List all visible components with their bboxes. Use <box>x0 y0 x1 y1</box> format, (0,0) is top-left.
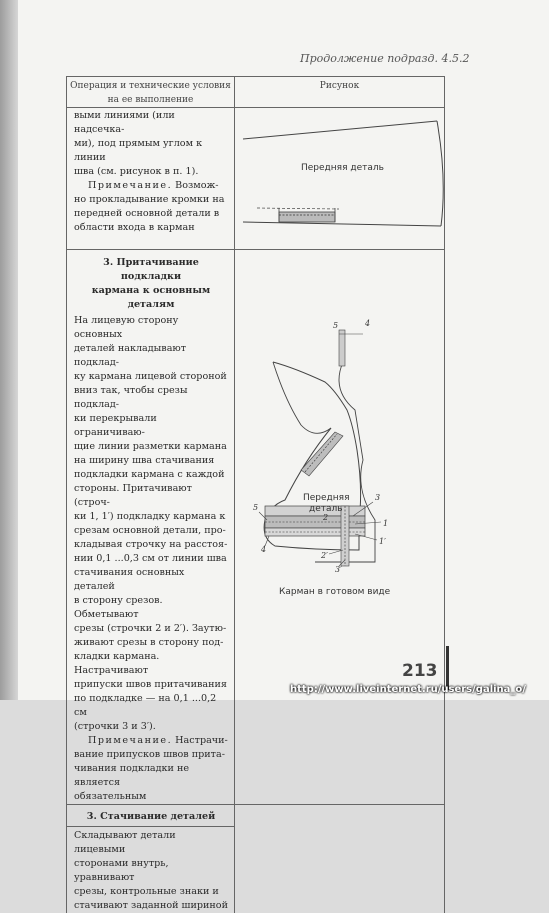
text-line: деталей накладывают подклад- <box>74 342 228 370</box>
text-line: срезы (строчки 2 и 2′). Заутю- <box>74 622 228 636</box>
text-line: вание припусков швов прита- <box>74 748 228 762</box>
figure-label: Передняя <box>303 493 350 503</box>
text-line: На лицевую сторону основных <box>74 314 228 342</box>
text-line: передней основной детали в <box>74 207 228 221</box>
text-line: но прокладывание кромки на <box>74 193 228 207</box>
text-line: стачивания основных деталей <box>74 566 228 594</box>
text-line: ки 1, 1′) подкладку кармана к <box>74 510 228 524</box>
text-line: нии 0,1 ...0,3 см от линии шва <box>74 552 228 566</box>
binding-shadow <box>0 0 18 700</box>
note-line <box>74 734 228 748</box>
continuation-heading: Продолжение подразд. 4.5.2 <box>300 52 469 65</box>
column-header-figure: Рисунок <box>235 77 445 108</box>
label-1-prime: 1′ <box>379 537 386 546</box>
text-line: обязательным <box>74 790 228 804</box>
text-line: по подкладке — на 0,1 ...0,2 см <box>74 692 228 720</box>
text-line: живают срезы в сторону под- <box>74 636 228 650</box>
label-2-prime: 2′ <box>320 551 328 560</box>
text-line: области входа в карман <box>74 221 228 235</box>
label-3-prime: 3′ <box>335 565 342 574</box>
text-line: сторонами внутрь, уравнивают <box>74 857 228 885</box>
figure-label: деталь <box>309 504 343 514</box>
text-line: ки перекрывали ограничиваю- <box>74 412 228 440</box>
section4-title: 3. Стачивание деталей <box>74 810 228 824</box>
text-line: чивания подкладки не является <box>74 762 228 790</box>
text-line: выми линиями (или надсечка- <box>74 109 228 137</box>
label-5: 5 <box>333 321 338 330</box>
text-line: на ширину шва стачивания <box>74 454 228 468</box>
text-line: в сторону срезов. Обметывают <box>74 594 228 622</box>
text-line: срезы, контрольные знаки и <box>74 885 228 899</box>
section3-title: кармана к основным деталям <box>74 284 228 312</box>
text-line: (строчки 3 и 3′). <box>74 720 228 734</box>
note-text: Возмож- <box>172 180 218 191</box>
column-header-operation: Операция и технические условия на ее выполнение <box>67 77 235 108</box>
note-label: Примечание. <box>88 735 172 746</box>
section3-title: 3. Притачивание подкладки <box>74 256 228 284</box>
label-5-bottom: 5 <box>253 503 258 512</box>
text-line: щие линии разметки кармана <box>74 440 228 454</box>
text-line: кладывая строчку на расстоя- <box>74 538 228 552</box>
text-line: шва (см. рисунок в п. 1). <box>74 165 228 179</box>
section4-text <box>67 805 235 913</box>
text-line: вниз так, чтобы срезы подклад- <box>74 384 228 412</box>
note-label: Примечание. <box>88 180 172 191</box>
note-line <box>74 179 228 193</box>
section4-figure-cell <box>235 805 445 913</box>
row1-text <box>67 108 235 250</box>
front-detail-figure <box>235 108 444 244</box>
section3-figure-cell <box>235 250 445 805</box>
text-line: ку кармана лицевой стороной <box>74 370 228 384</box>
row1-figure-cell <box>235 108 445 250</box>
label-4-bottom: 4 <box>260 545 266 554</box>
note-text: Настрачи- <box>172 735 228 746</box>
label-2: 2 <box>322 513 328 522</box>
label-3: 3 <box>375 493 380 502</box>
pocket-figure <box>235 250 444 620</box>
text-line: подкладки кармана с каждой <box>74 468 228 482</box>
instruction-table <box>66 76 445 913</box>
text-line: Складывают детали лицевыми <box>74 829 228 857</box>
text-line: стачивают заданной шириной <box>74 899 228 913</box>
text-line: стороны. Притачивают (строч- <box>74 482 228 510</box>
watermark-url: http://www.liveinternet.ru/users/galina_o/ <box>290 684 526 695</box>
text-line: срезам основной детали, про- <box>74 524 228 538</box>
label-4: 4 <box>364 319 370 328</box>
text-line: припуски швов притачивания <box>74 678 228 692</box>
text-line: кладки кармана. Настрачивают <box>74 650 228 678</box>
text-line: ми), под прямым углом к линии <box>74 137 228 165</box>
figure-caption: Карман в готовом виде <box>279 587 391 597</box>
page-number: 213 <box>402 661 438 681</box>
label-1: 1 <box>383 519 388 528</box>
figure-label: Передняя деталь <box>301 163 384 173</box>
section3-text <box>67 250 235 805</box>
